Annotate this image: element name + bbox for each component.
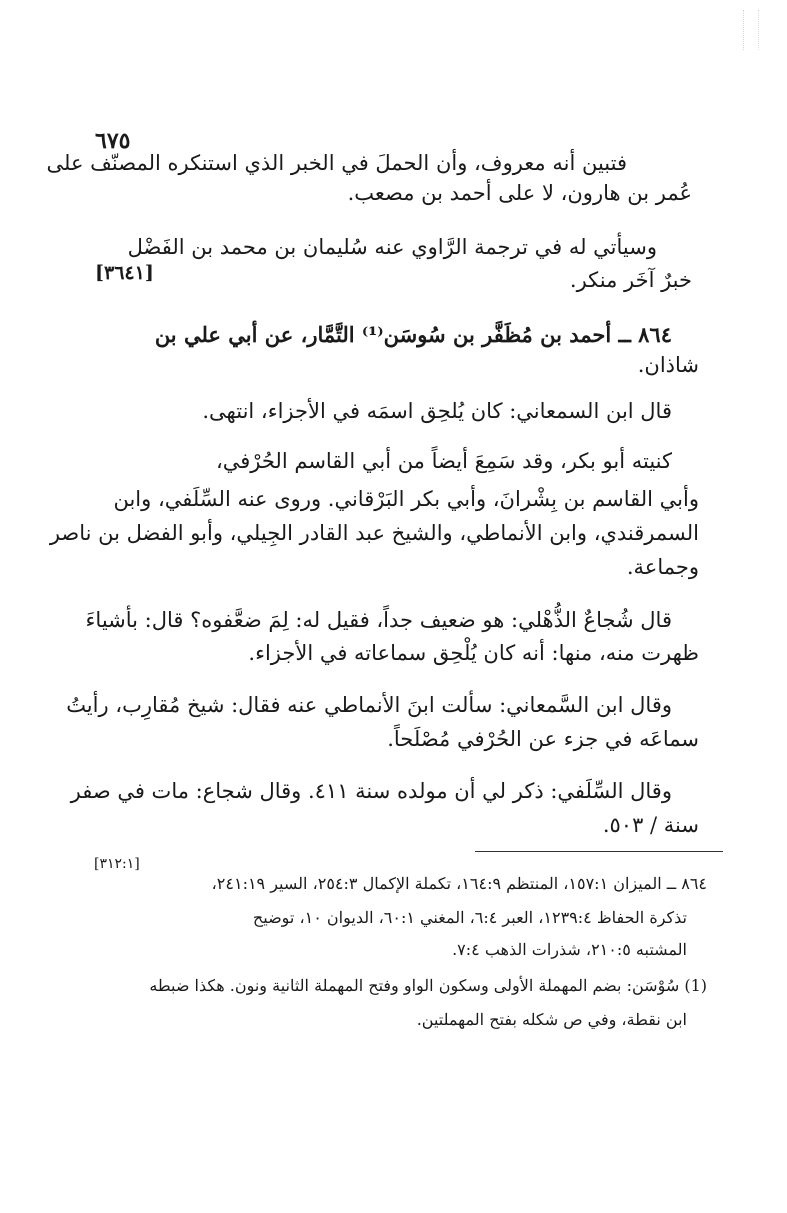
body-line-1: فتبين أنه معروف، وأن الحملَ في الخبر الذي استنكره المصنّف على [46, 151, 627, 175]
body-line-3: وسيأتي له في ترجمة الرَّاوي عنه سُليمان بن محمد بن الفَضْل [127, 235, 657, 259]
body-line-7: قال ابن السمعاني: كان يُلحِق اسمَه في الأجزاء، انتهى. [202, 399, 672, 423]
body-line-12: قال شُجاعٌ الذُّهْلي: هو ضعيف جداً، فقيل له: لِمَ ضعَّفوه؟ قال: بأشياءَ [85, 608, 672, 632]
footnote-line-1: ٨٦٤ ــ الميزان ١٥٧:١، المنتظم ١٦٤:٩، تكملة الإكمال ٢٥٤:٣، السير ٢٤١:١٩، [211, 874, 707, 893]
body-line-8: كنيته أبو بكر، وقد سَمِعَ أيضاً من أبي القاسم الحُرْفي، [215, 449, 672, 473]
body-line-13: ظهرت منه، منها: أنه كان يُلْحِق سماعاته في الأجزاء. [248, 641, 699, 665]
reference-tag-312: [٣١٢:١] [94, 856, 140, 872]
body-line-15: سماعَه في جزء عن الحُرْفي مُصْلَحاً. [387, 727, 699, 751]
footnote-line-2: تذكرة الحفاظ ١٢٣٩:٤، العبر ٦:٤، المغني ٦٠:١، الديوان ١٠، توضيح [252, 908, 687, 927]
body-line-6: شاذان. [637, 353, 699, 377]
reference-tag-3641: [٣٦٤١] [95, 262, 154, 284]
body-line-4: خبرٌ آخَر منكر. [569, 268, 692, 292]
footnote-divider [475, 851, 723, 852]
body-line-16: وقال السِّلَفي: ذكر لي أن مولده سنة ٤١١. وقال شجاع: مات في صفر [70, 779, 672, 803]
footnote-line-5: ابن نقطة، وفي ص شكله بفتح المهملتين. [416, 1010, 687, 1029]
body-line-11: وجماعة. [626, 555, 699, 579]
page-edge-marks [743, 10, 759, 50]
page-number: ٦٧٥ [95, 128, 131, 154]
body-line-14: وقال ابن السَّمعاني: سألت ابنَ الأنماطي عنه فقال: شيخ مُقارِب، رأيتُ [66, 693, 672, 717]
footnote-line-3: المشتبه ٢١٠:٥، شذرات الذهب ٧:٤. [452, 940, 687, 959]
entry-heading-864: ٨٦٤ ــ أحمد بن مُظَفَّر بن سُوسَن⁽¹⁾ التَّمَّار، عن أبي علي بن [154, 322, 672, 347]
body-line-17: سنة / ٥٠٣. [602, 813, 699, 837]
body-line-9: وأبي القاسم بن بِشْرانَ، وأبي بكر البَرْقاني. وروى عنه السِّلَفي، وابن [113, 487, 699, 511]
body-line-10: السمرقندي، وابن الأنماطي، والشيخ عبد القادر الجِيلي، وأبو الفضل بن ناصر [49, 521, 699, 545]
body-line-2: عُمر بن هارون، لا على أحمد بن مصعب. [347, 181, 692, 205]
footnote-line-4: (1) سُوْسَن: بضم المهملة الأولى وسكون الواو وفتح المهملة الثانية ونون. هكذا ضبطه [149, 976, 707, 995]
